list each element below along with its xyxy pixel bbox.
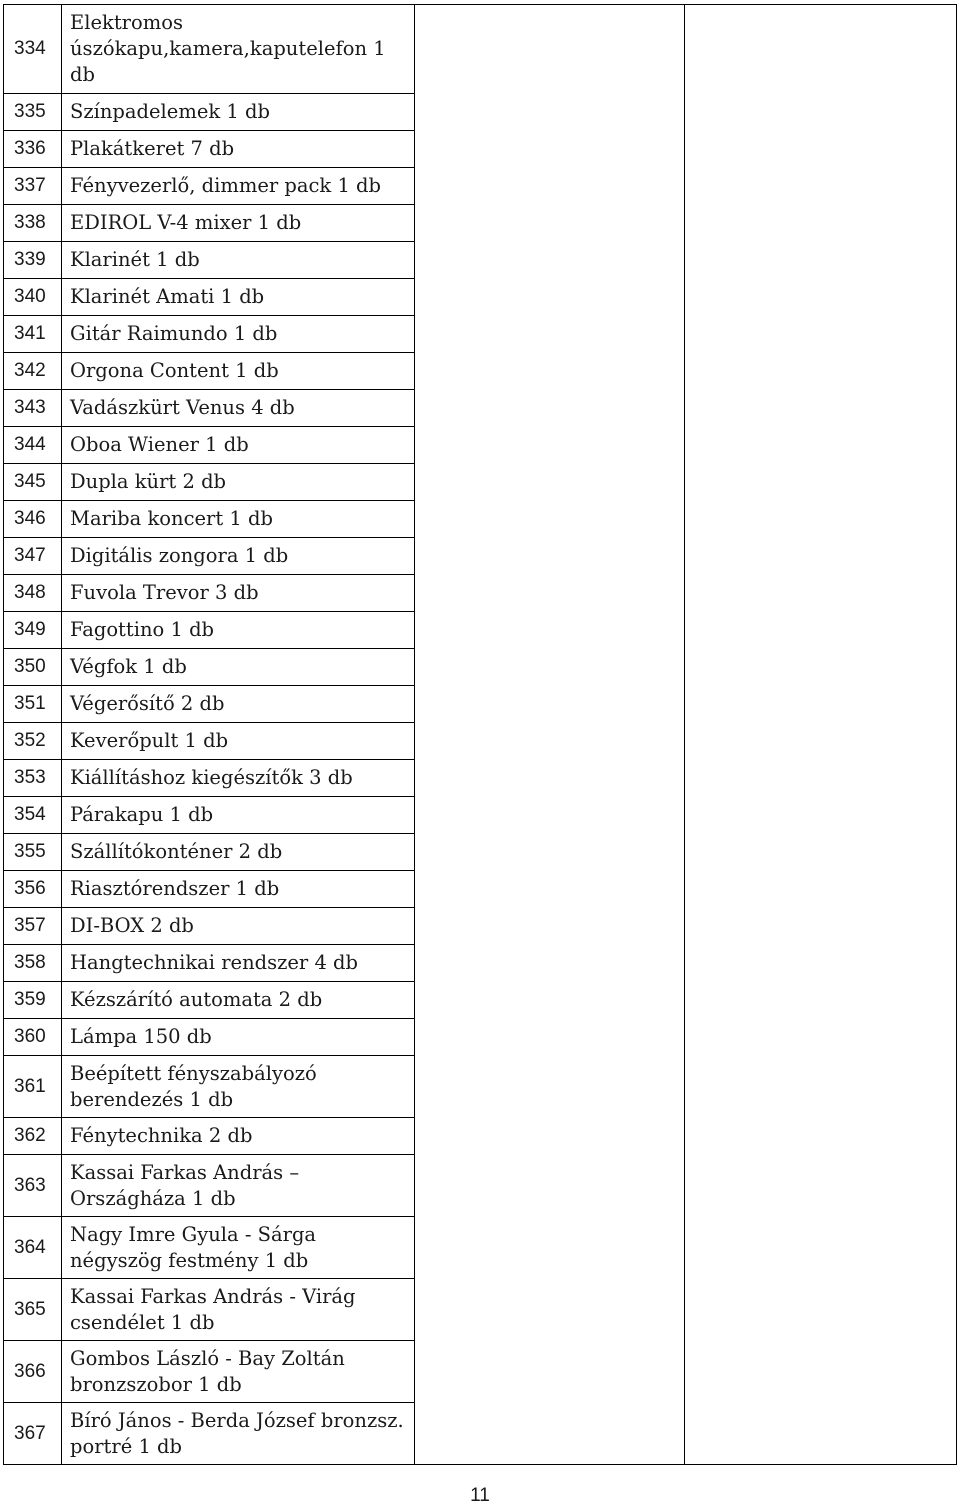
item-description: Bíró János - Berda József bronzsz. portré 1 db — [62, 1403, 415, 1465]
item-number: 353 — [4, 760, 62, 797]
item-description: Szállítókonténer 2 db — [62, 834, 415, 871]
item-number: 346 — [4, 501, 62, 538]
item-description: Dupla kürt 2 db — [62, 464, 415, 501]
item-number: 352 — [4, 723, 62, 760]
item-number: 367 — [4, 1403, 62, 1465]
inventory-sheet — [3, 4, 956, 1457]
item-number: 341 — [4, 316, 62, 353]
item-description: Lámpa 150 db — [62, 1019, 415, 1056]
item-number: 359 — [4, 982, 62, 1019]
item-description: Klarinét 1 db — [62, 242, 415, 279]
item-number: 345 — [4, 464, 62, 501]
inventory-table-body — [4, 5, 957, 1465]
item-number: 334 — [4, 5, 62, 94]
item-number: 361 — [4, 1056, 62, 1118]
page-number: 11 — [470, 1485, 490, 1506]
item-number: 351 — [4, 686, 62, 723]
item-number: 354 — [4, 797, 62, 834]
item-description: Keverőpult 1 db — [62, 723, 415, 760]
item-number: 335 — [4, 94, 62, 131]
item-description: Plakátkeret 7 db — [62, 131, 415, 168]
item-number: 337 — [4, 168, 62, 205]
item-number: 350 — [4, 649, 62, 686]
item-number: 362 — [4, 1118, 62, 1155]
item-number: 349 — [4, 612, 62, 649]
item-description: Kassai Farkas András - Virág csendélet 1 db — [62, 1279, 415, 1341]
empty-column-1 — [415, 5, 685, 1465]
table-row — [4, 5, 957, 94]
item-number: 344 — [4, 427, 62, 464]
item-description: Elektromos úszókapu,kamera,kaputelefon 1 db — [62, 5, 415, 94]
inventory-table — [3, 4, 957, 1465]
item-description: Gombos László - Bay Zoltán bronzszobor 1 db — [62, 1341, 415, 1403]
item-description: Színpadelemek 1 db — [62, 94, 415, 131]
item-number: 358 — [4, 945, 62, 982]
item-description: Hangtechnikai rendszer 4 db — [62, 945, 415, 982]
item-description: Kézszárító automata 2 db — [62, 982, 415, 1019]
item-description: DI-BOX 2 db — [62, 908, 415, 945]
item-number: 355 — [4, 834, 62, 871]
item-number: 343 — [4, 390, 62, 427]
item-number: 347 — [4, 538, 62, 575]
item-number: 338 — [4, 205, 62, 242]
item-number: 336 — [4, 131, 62, 168]
item-description: Gitár Raimundo 1 db — [62, 316, 415, 353]
item-number: 363 — [4, 1155, 62, 1217]
item-number: 360 — [4, 1019, 62, 1056]
item-number: 365 — [4, 1279, 62, 1341]
item-description: Nagy Imre Gyula - Sárga négyszög festmény 1 db — [62, 1217, 415, 1279]
item-description: Oboa Wiener 1 db — [62, 427, 415, 464]
item-number: 340 — [4, 279, 62, 316]
item-number: 366 — [4, 1341, 62, 1403]
item-description: Párakapu 1 db — [62, 797, 415, 834]
item-description: Végerősítő 2 db — [62, 686, 415, 723]
item-description: Klarinét Amati 1 db — [62, 279, 415, 316]
item-description: EDIROL V-4 mixer 1 db — [62, 205, 415, 242]
item-number: 357 — [4, 908, 62, 945]
empty-column-2 — [685, 5, 957, 1465]
item-description: Orgona Content 1 db — [62, 353, 415, 390]
item-description: Kassai Farkas András – Országháza 1 db — [62, 1155, 415, 1217]
item-description: Fénytechnika 2 db — [62, 1118, 415, 1155]
item-description: Fagottino 1 db — [62, 612, 415, 649]
item-description: Fényvezerlő, dimmer pack 1 db — [62, 168, 415, 205]
item-description: Beépített fényszabályozó berendezés 1 db — [62, 1056, 415, 1118]
item-description: Fuvola Trevor 3 db — [62, 575, 415, 612]
item-number: 342 — [4, 353, 62, 390]
item-number: 364 — [4, 1217, 62, 1279]
item-number: 356 — [4, 871, 62, 908]
item-description: Vadászkürt Venus 4 db — [62, 390, 415, 427]
item-description: Riasztórendszer 1 db — [62, 871, 415, 908]
item-number: 348 — [4, 575, 62, 612]
item-description: Mariba koncert 1 db — [62, 501, 415, 538]
item-description: Digitális zongora 1 db — [62, 538, 415, 575]
item-description: Kiállításhoz kiegészítők 3 db — [62, 760, 415, 797]
item-number: 339 — [4, 242, 62, 279]
item-description: Végfok 1 db — [62, 649, 415, 686]
